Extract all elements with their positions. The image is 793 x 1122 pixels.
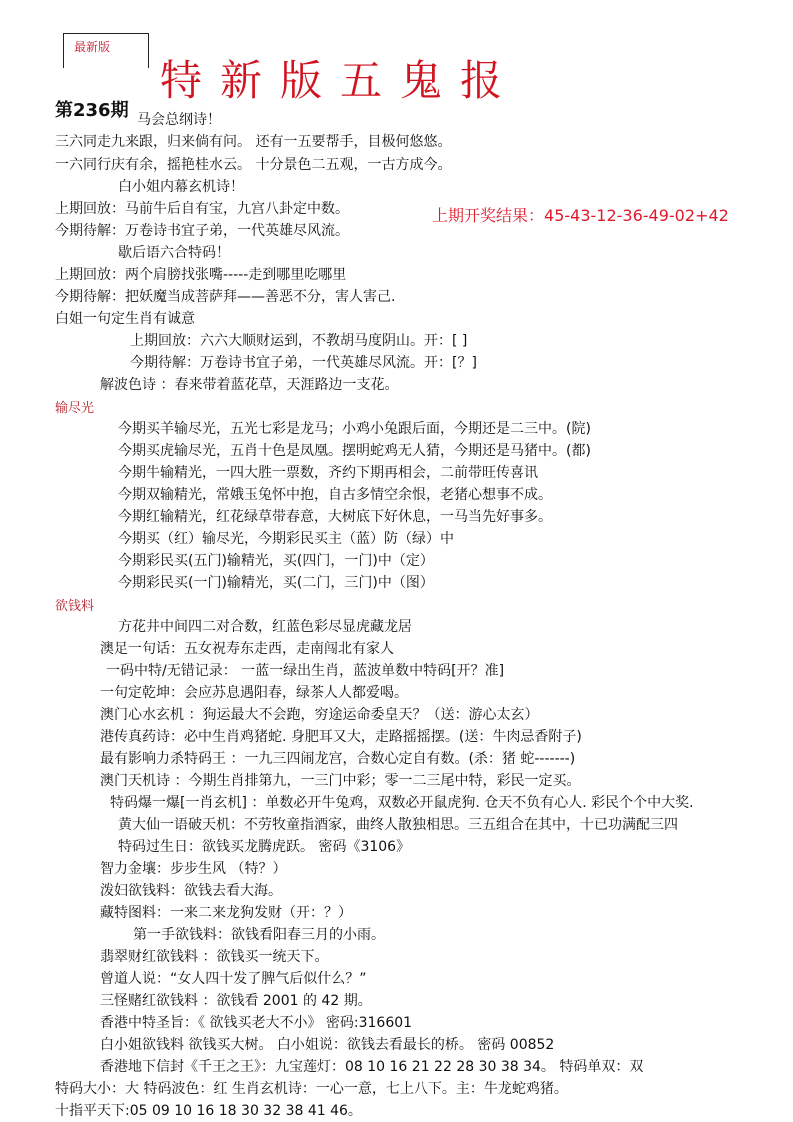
text-line: 澳门心水玄机 ：狗运最大不会跑，穷途运命委皇天？（送：游心太玄） [100,707,539,723]
text-line: 今期牛输精光，一四大胜一票数，齐约下期再相会，二前带旺传喜讯 [118,465,538,481]
text-line: 今期待解：把妖魔当成菩萨拜——善恶不分，害人害己. [55,289,396,305]
text-line: 上期回放：马前牛后自有宝，九宫八卦定中数。 [55,201,349,217]
text-line: 一码中特/无错记录： 一蓝一绿出生肖，蓝波单数中特码[开？准] [106,663,505,679]
result-numbers: 45-43-12-36-49-02+42 [544,206,729,225]
text-line: 今期买（红）输尽光，今期彩民买主（蓝）防（绿）中 [118,531,454,547]
text-line: 特码大小：大 特码波色：红 生肖玄机诗：一心一意，七上八下。主：牛龙蛇鸡猪。 [55,1081,568,1097]
text-line: 方花井中间四二对合数，红蓝色彩尽显虎藏龙居 [118,619,412,635]
text-line: 第一手欲钱料：欲钱看阳春三月的小雨。 [133,927,385,943]
section-heading-money: 欲钱料 [55,599,95,614]
result-label: 上期开奖结果： [432,206,545,225]
section-heading-lose: 输尽光 [55,401,95,416]
text-line: 今期待解：万卷诗书宜子弟，一代英雄尽风流。 [55,223,349,239]
text-line: 今期双输精光，常娥玉兔怀中抱，自古多情空余恨，老猪心想事不成。 [118,487,552,503]
issue-number: 第236期 [55,100,129,121]
text-line: 今期红输精光，红花绿草带春意，大树底下好休息，一马当先好事多。 [118,509,552,525]
text-line: 白姐一句定生肖有诚意 [55,311,195,327]
text-line: 上期回放：六六大顺财运到，不教胡马度阴山。开：[ ] [130,333,468,349]
text-line: 澳足一句话：五女祝寿东走西，走南闯北有家人 [100,641,394,657]
text-line: 马会总纲诗！ [137,112,221,128]
edition-badge-box [63,33,149,68]
text-line: 最有影响力杀特码王 ：一九三四闹龙宫，合数心定自有数。(杀：猪 蛇-------) [100,751,576,767]
text-line: 歇后语六合特码！ [118,245,230,261]
text-line: 今期待解：万卷诗书宜子弟，一代英雄尽风流。开：[？] [130,355,477,371]
text-line: 特码爆一爆[一肖玄机] ：单数必开牛兔鸡，双数必开鼠虎狗. 仓天不负有心人. 彩民个个中大奖. [110,795,694,811]
text-line: 今期彩民买(一门)输精光，买(二门，三门)中（图） [118,575,434,591]
text-line: 今期彩民买(五门)输精光，买(四门，一门)中（定） [118,553,434,569]
text-line: 上期回放：两个肩膀找张嘴-----走到哪里吃哪里 [55,267,347,283]
text-line: 十指平天下:05 09 10 16 18 30 32 38 41 46。 [55,1103,362,1119]
text-line: 香港中特圣旨：《 欲钱买老大不小》 密码:316601 [100,1015,413,1031]
text-line: 翡翠财红欲钱料 ：欲钱买一统天下。 [100,949,329,965]
text-line: 特码过生日：欲钱买龙腾虎跃。 密码《3106》 [118,839,411,855]
text-line: 三六同走九来跟，归来倘有问。 还有一五要帮手，目极何悠悠。 [55,134,452,150]
last-draw-result [432,203,729,226]
text-line: 澳门天机诗 ：今期生肖排第九，一三门中彩；零一二三尾中特，彩民一定买。 [100,773,581,789]
edition-badge: 最新版 [74,40,111,54]
text-line: 港传真药诗：必中生肖鸡猪蛇. 身肥耳又大，走路摇摇摆。(送：牛肉忌香附子) [100,729,582,745]
text-line: 一六同行庆有余，摇艳桂水云。 十分景色二五观，一古方成今。 [55,157,452,173]
text-line: 香港地下信封《千王之王》：九宝莲灯：08 10 16 21 22 28 30 38 34。 特码单双：双 [100,1059,644,1075]
text-line: 智力金壤：步步生风 （特？） [100,861,287,877]
text-line: 今期买虎输尽光，五肖十色是凤凰。摆明蛇鸡无人猜，今期还是马猪中。(都) [118,443,591,459]
text-line: 泼妇欲钱料：欲钱去看大海。 [100,883,282,899]
text-line: 白小姐内幕玄机诗！ [118,179,244,195]
text-line: 白小姐欲钱料 欲钱买大树。 白小姐说：欲钱去看最长的桥。 密码 00852 [100,1037,555,1053]
page-title: 特新版五鬼报 [160,56,521,105]
text-line: 解波色诗 ：春来带着蓝花草，天涯路边一支花。 [100,377,399,393]
text-line: 藏特图料：一来二来龙狗发财（开：？） [100,905,352,921]
text-line: 今期买羊输尽光，五光七彩是龙马；小鸡小兔跟后面，今期还是二三中。(院) [118,421,591,437]
text-line: 曾道人说：“女人四十发了脾气后似什么？” [100,971,367,987]
text-line: 一句定乾坤：会应苏息遇阳春，绿茶人人都爱喝。 [100,685,408,701]
text-line: 三怪赌红欲钱料 ：欲钱看 2001 的 42 期。 [100,993,372,1009]
text-line: 黄大仙一语破天机：不劳牧童指酒家，曲终人散独相思。三五组合在其中，十已功满配三四 [118,817,678,833]
